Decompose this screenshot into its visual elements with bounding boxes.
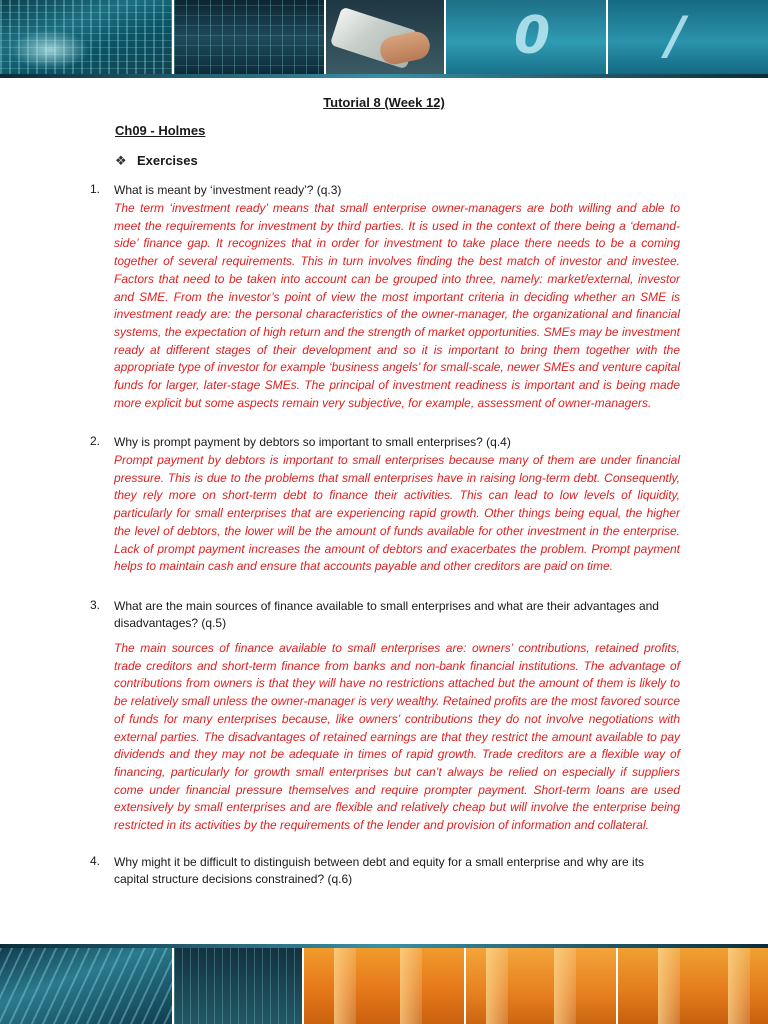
section-label: Exercises <box>137 153 198 168</box>
banner-image-orange <box>618 948 768 1024</box>
answer-text: The term ‘investment ready’ means that small enterprise owner-managers are both willing and able to meet the requirements for investment by third parties. It is used in the context of there being a ‘demand-side’ finance gap. It recognizes that in order for investment to take place there needs to be a coming together of several requirements. This in turn involves finding the best match of investor and investee. Factors that need to be taken into account can be grouped into three, namely: market/external, investor and SME. From the investor’s point of view the most important criteria in deciding whether an SME is investment ready are: the personal characteristics of the owner-manager, the organizational and financial systems, the expectation of high return and the strength of market opportunities. SMEs may be investment ready at different stages of their development and so it is important to bring them together with the appropriate type of investor for example ‘business angels’ for small-scale, newer SMEs and venture capital funds for larger, later-stage SMEs. The principal of investment readiness is important and is being made more explicit but some aspects remain very subjective, for example, assessment of owner-managers. <box>114 201 680 410</box>
banner-image-hand <box>326 0 444 76</box>
item-number: 3. <box>90 598 101 612</box>
banner-image-grid <box>174 948 302 1024</box>
question-text: Why is prompt payment by debtors so important to small enterprises? (q.4) <box>114 435 511 449</box>
question-text: What is meant by ‘investment ready’? (q.3) <box>114 183 342 197</box>
item-number: 2. <box>90 434 101 448</box>
answer-text: Prompt payment by debtors is important to small enterprises because many of them are under financial pressure. This is due to the problems that small enterprises have in raising long-term debt. Consequently, they rely more on short-term debt to finance their activities. This can lead to low levels of liquidity, particularly for small enterprises that are experiencing rapid growth. Other things being equal, the higher the level of debtors, the lower will be the amount of funds available for other investment in the enterprise. Lack of prompt payment increases the amount of debtors and exacerbates the problem. Prompt payment helps to maintain cash and ensure that accounts payable and other creditors are paid on time. <box>114 453 680 574</box>
banner-image-circuit <box>0 0 172 76</box>
banner-image-orange <box>304 948 464 1024</box>
answer-text: The main sources of finance available to small enterprises are: owners’ contributions, retained profits, trade creditors and short-term finance from banks and non-bank financial institutions. The advantage of contributions from owners is that they will have no restrictions attached but the amount of them is likely to be relatively small unless the owner-manager is very wealthy. Retained profits are the most favored source of funds for many enterprises because, like owners’ contributions they do not involve negotiations with external parties. The disadvantages of retained earnings are that they restrict the amount available to pay dividends and they may not be adequate in times of rapid growth. Trade creditors are a flexible way of financing, particularly for growth small enterprises but can’t always be relied on especially if suppliers come under financial pressure themselves and require prompter payment. Short-term loans are used extensively by small enterprises and are flexible and relatively cheap but will involve the enterprise being restricted in its activities by the requirements of the lender and provision of information and collateral. <box>114 641 680 833</box>
list-item <box>90 182 680 412</box>
question-text: Why might it be difficult to distinguish between debt and equity for a small enterprise and why are its capital structure decisions constrained? (q.6) <box>114 855 645 886</box>
list-item <box>90 854 680 888</box>
chapter-heading: Ch09 - Holmes <box>115 123 206 138</box>
banner-image-grid <box>174 0 324 76</box>
header-banner <box>0 0 768 76</box>
banner-image-one: / <box>608 0 768 76</box>
banner-image-orange <box>466 948 616 1024</box>
page-title: Tutorial 8 (Week 12) <box>323 95 445 110</box>
item-number: 1. <box>90 182 101 196</box>
section-heading <box>115 153 198 169</box>
item-number: 4. <box>90 854 101 868</box>
list-item <box>90 434 680 576</box>
diamond-bullet-icon: ❖ <box>115 153 127 168</box>
footer-banner <box>0 948 768 1024</box>
banner-image-zero: 0 <box>446 0 606 76</box>
list-item <box>90 598 680 835</box>
banner-image-circuit <box>0 948 172 1024</box>
document-page <box>0 78 768 944</box>
question-text: What are the main sources of finance available to small enterprises and what are their advantages and disadvantages? (q.5) <box>114 599 659 630</box>
